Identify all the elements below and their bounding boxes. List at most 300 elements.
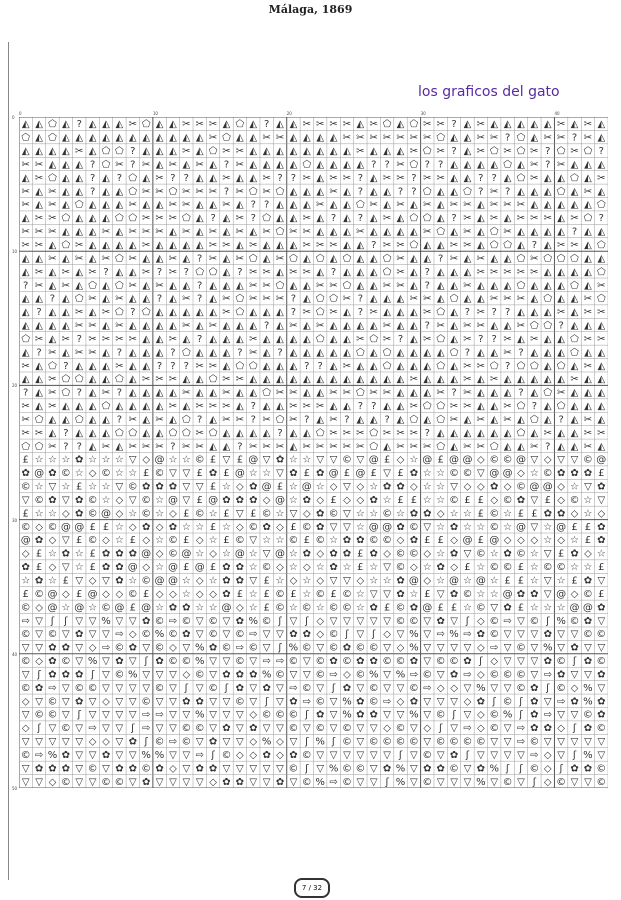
stitch-symbol-question: ?	[451, 119, 457, 131]
stitch-symbol-pentagon: ⬠	[275, 280, 285, 292]
stitch-symbol-pizza: ◭	[436, 186, 445, 198]
stitch-symbol-flower: ✿	[583, 656, 593, 668]
stitch-symbol-pizza: ◭	[102, 427, 110, 439]
stitch-symbol-pizza: ◭	[584, 199, 592, 211]
stitch-symbol-scissors: ✂	[342, 360, 352, 372]
stitch-symbol-scissors: ✂	[235, 159, 245, 171]
stitch-symbol-triangle-down: ▽	[463, 682, 472, 694]
stitch-symbol-pentagon: ⬠	[530, 360, 539, 372]
stitch-symbol-triangle-down: ▽	[195, 615, 204, 627]
stitch-symbol-star: ☆	[355, 602, 365, 614]
stitch-symbol-scissors: ✂	[289, 226, 298, 238]
stitch-symbol-pentagon: ⬠	[489, 239, 499, 251]
stitch-symbol-triangle-down: ▽	[503, 629, 512, 641]
stitch-symbol-copyright: ©	[60, 468, 71, 480]
stitch-symbol-pizza: ◭	[476, 427, 485, 439]
stitch-symbol-triangle-down: ▽	[557, 749, 565, 761]
stitch-symbol-triangle-down: ▽	[222, 763, 231, 775]
stitch-symbol-pound: £	[183, 562, 190, 574]
stitch-symbol-scissors: ✂	[101, 253, 111, 265]
stitch-symbol-pizza: ◭	[142, 146, 151, 158]
stitch-symbol-pizza: ◭	[276, 159, 284, 171]
stitch-symbol-triangle-down: ▽	[530, 521, 539, 533]
stitch-symbol-triangle-down: ▽	[329, 575, 338, 587]
stitch-symbol-pizza: ◭	[356, 159, 365, 171]
column-tick-label: 10	[152, 111, 158, 116]
stitch-symbol-star: ☆	[208, 575, 218, 587]
stitch-symbol-copyright: ©	[234, 696, 245, 708]
stitch-symbol-flower: ✿	[262, 521, 271, 533]
stitch-symbol-pentagon: ⬠	[556, 401, 566, 413]
stitch-symbol-triangle-down: ▽	[530, 656, 539, 668]
stitch-symbol-at: @	[141, 602, 152, 614]
stitch-symbol-scissors: ✂	[396, 280, 405, 292]
stitch-symbol-triangle-down: ▽	[410, 776, 418, 788]
page-title: Málaga, 1869	[268, 3, 353, 16]
stitch-symbol-pound: £	[464, 562, 471, 574]
stitch-symbol-scissors: ✂	[249, 239, 258, 251]
stitch-symbol-pizza: ◭	[329, 253, 338, 265]
stitch-symbol-copyright: ©	[502, 562, 513, 574]
stitch-symbol-scissors: ✂	[570, 213, 579, 225]
stitch-symbol-pentagon: ⬠	[168, 186, 178, 198]
stitch-symbol-pizza: ◭	[356, 414, 365, 426]
stitch-symbol-triangle-down: ▽	[88, 776, 97, 788]
stitch-symbol-pizza: ◭	[329, 347, 338, 359]
stitch-symbol-triangle-down: ▽	[584, 776, 592, 788]
stitch-symbol-pizza: ◭	[115, 132, 124, 144]
stitch-symbol-at: @	[368, 454, 379, 466]
stitch-symbol-copyright: ©	[341, 736, 352, 748]
stitch-symbol-scissors: ✂	[315, 280, 325, 292]
stitch-symbol-pizza: ◭	[396, 293, 405, 305]
stitch-symbol-pound: £	[183, 535, 190, 547]
stitch-symbol-pizza: ◭	[517, 186, 525, 198]
stitch-symbol-pizza: ◭	[436, 374, 445, 386]
stitch-symbol-diamond: ◇	[48, 776, 57, 788]
stitch-symbol-copyright: ©	[596, 629, 607, 641]
stitch-symbol-pizza: ◭	[209, 199, 217, 211]
stitch-symbol-pizza: ◭	[450, 441, 458, 453]
stitch-symbol-scissors: ✂	[356, 226, 365, 238]
stitch-symbol-scissors: ✂	[262, 172, 271, 184]
stitch-symbol-flower: ✿	[249, 669, 258, 681]
stitch-symbol-triangle-down: ▽	[597, 494, 606, 506]
stitch-symbol-triangle-down: ▽	[102, 763, 110, 775]
stitch-symbol-scissors: ✂	[235, 414, 245, 426]
stitch-symbol-pizza: ◭	[343, 320, 351, 332]
stitch-symbol-pizza: ◭	[182, 333, 191, 345]
stitch-symbol-pizza: ◭	[195, 320, 204, 332]
stitch-symbol-triangle-down: ▽	[584, 669, 592, 681]
stitch-symbol-triangle-down: ▽	[343, 521, 351, 533]
stitch-symbol-pizza: ◭	[517, 239, 525, 251]
stitch-symbol-star: ☆	[529, 548, 539, 560]
stitch-symbol-star: ☆	[288, 548, 298, 560]
stitch-symbol-pizza: ◭	[48, 333, 57, 345]
stitch-symbol-scissors: ✂	[21, 199, 30, 211]
stitch-symbol-copyright: ©	[288, 763, 299, 775]
stitch-symbol-scissors: ✂	[302, 226, 312, 238]
stitch-symbol-flower: ✿	[75, 696, 84, 708]
stitch-symbol-squiggle: ʃ	[184, 682, 189, 694]
stitch-symbol-triangle-down: ▽	[169, 682, 177, 694]
stitch-symbol-copyright: ©	[167, 548, 178, 560]
stitch-symbol-pizza: ◭	[195, 172, 204, 184]
stitch-symbol-scissors: ✂	[249, 280, 258, 292]
stitch-symbol-pound: £	[22, 454, 29, 466]
stitch-symbol-scissors: ✂	[222, 414, 231, 426]
stitch-symbol-flower: ✿	[530, 709, 539, 721]
stitch-symbol-copyright: ©	[462, 588, 473, 600]
stitch-symbol-scissors: ✂	[182, 293, 191, 305]
stitch-symbol-pizza: ◭	[369, 172, 378, 184]
stitch-symbol-squiggle: ʃ	[144, 736, 148, 748]
stitch-symbol-diamond: ◇	[423, 723, 432, 735]
stitch-symbol-at: @	[422, 454, 433, 466]
stitch-symbol-pound: £	[263, 602, 270, 614]
stitch-symbol-pentagon: ⬠	[356, 347, 365, 359]
stitch-symbol-triangle-down: ▽	[329, 723, 338, 735]
stitch-symbol-scissors: ✂	[88, 320, 97, 332]
stitch-symbol-triangle-down: ▽	[584, 736, 592, 748]
stitch-symbol-flower: ✿	[315, 468, 325, 480]
stitch-symbol-pentagon: ⬠	[128, 427, 138, 439]
stitch-symbol-pizza: ◭	[329, 159, 338, 171]
stitch-symbol-squiggle: ʃ	[305, 709, 309, 721]
stitch-symbol-triangle-down: ▽	[490, 749, 499, 761]
stitch-symbol-triangle-down: ▽	[182, 776, 191, 788]
stitch-symbol-flower: ✿	[409, 468, 419, 480]
stitch-symbol-pound: £	[598, 562, 605, 574]
stitch-symbol-at: @	[221, 602, 232, 614]
stitch-symbol-triangle-down: ▽	[597, 642, 606, 654]
stitch-symbol-triangle-down: ▽	[142, 682, 151, 694]
stitch-symbol-scissors: ✂	[329, 239, 338, 251]
stitch-symbol-pizza: ◭	[276, 119, 284, 131]
stitch-symbol-pizza: ◭	[195, 307, 204, 319]
stitch-symbol-pizza: ◭	[222, 427, 231, 439]
stitch-symbol-pound: £	[22, 588, 29, 600]
stitch-symbol-pizza: ◭	[503, 320, 512, 332]
stitch-symbol-diamond: ◇	[316, 615, 325, 627]
stitch-symbol-scissors: ✂	[396, 159, 405, 171]
stitch-symbol-pound: £	[330, 588, 337, 600]
stitch-symbol-question: ?	[76, 333, 82, 345]
stitch-symbol-question: ?	[344, 414, 350, 426]
stitch-symbol-pizza: ◭	[530, 186, 539, 198]
stitch-symbol-star: ☆	[47, 454, 57, 466]
stitch-symbol-star: ☆	[101, 494, 111, 506]
stitch-symbol-pizza: ◭	[584, 266, 592, 278]
stitch-symbol-pentagon: ⬠	[235, 307, 245, 319]
stitch-symbol-arrow-right: ⇨	[48, 682, 57, 694]
stitch-symbol-star: ☆	[74, 468, 84, 480]
stitch-symbol-pizza: ◭	[276, 360, 284, 372]
stitch-symbol-pizza: ◭	[102, 213, 110, 225]
stitch-symbol-copyright: ©	[154, 682, 165, 694]
stitch-symbol-question: ?	[23, 280, 29, 292]
stitch-symbol-arrow-right: ⇨	[463, 629, 472, 641]
stitch-symbol-arrow-right: ⇨	[289, 682, 298, 694]
stitch-symbol-diamond: ◇	[115, 588, 124, 600]
stitch-symbol-star: ☆	[315, 562, 325, 574]
stitch-symbol-flower: ✿	[369, 602, 378, 614]
stitch-symbol-copyright: ©	[141, 629, 152, 641]
stitch-symbol-diamond: ◇	[142, 535, 151, 547]
stitch-symbol-pizza: ◭	[503, 280, 512, 292]
stitch-symbol-copyright: ©	[408, 736, 419, 748]
stitch-symbol-flower: ✿	[61, 763, 71, 775]
stitch-symbol-scissors: ✂	[262, 132, 271, 144]
stitch-symbol-pizza: ◭	[410, 226, 418, 238]
stitch-symbol-pentagon: ⬠	[115, 146, 124, 158]
stitch-symbol-pizza: ◭	[236, 132, 244, 144]
stitch-symbol-pizza: ◭	[316, 266, 325, 278]
stitch-symbol-triangle-down: ▽	[88, 709, 97, 721]
stitch-symbol-scissors: ✂	[423, 441, 432, 453]
stitch-symbol-scissors: ✂	[21, 401, 30, 413]
stitch-symbol-flower: ✿	[222, 575, 231, 587]
stitch-symbol-pound: £	[450, 602, 458, 614]
stitch-symbol-scissors: ✂	[155, 280, 164, 292]
stitch-symbol-star: ☆	[208, 602, 218, 614]
stitch-symbol-pizza: ◭	[463, 293, 472, 305]
stitch-symbol-pound: £	[209, 481, 217, 493]
stitch-symbol-triangle-down: ▽	[128, 749, 137, 761]
stitch-symbol-scissors: ✂	[436, 320, 445, 332]
stitch-symbol-pound: £	[290, 588, 297, 600]
stitch-symbol-pound: £	[477, 508, 485, 520]
stitch-symbol-triangle-down: ▽	[62, 494, 70, 506]
stitch-symbol-diamond: ◇	[102, 696, 110, 708]
stitch-symbol-triangle-down: ▽	[356, 776, 365, 788]
column-tick-label: 30	[420, 111, 426, 116]
stitch-symbol-flower: ✿	[141, 615, 151, 627]
stitch-symbol-star: ☆	[556, 575, 566, 587]
stitch-symbol-percent: %	[315, 776, 325, 788]
stitch-symbol-scissors: ✂	[382, 333, 392, 345]
stitch-symbol-pound: £	[357, 562, 364, 574]
stitch-symbol-flower: ✿	[396, 521, 405, 533]
stitch-symbol-triangle-down: ▽	[75, 776, 84, 788]
stitch-symbol-scissors: ✂	[556, 132, 566, 144]
stitch-symbol-arrow-right: ⇨	[503, 615, 512, 627]
stitch-symbol-scissors: ✂	[476, 132, 486, 144]
stitch-symbol-scissors: ✂	[503, 347, 512, 359]
stitch-symbol-scissors: ✂	[222, 293, 231, 305]
stitch-symbol-diamond: ◇	[35, 521, 43, 533]
stitch-symbol-pizza: ◭	[316, 213, 325, 225]
stitch-symbol-diamond: ◇	[169, 642, 177, 654]
stitch-symbol-triangle-down: ▽	[195, 682, 204, 694]
stitch-symbol-scissors: ✂	[48, 253, 57, 265]
stitch-symbol-pizza: ◭	[169, 414, 177, 426]
stitch-symbol-question: ?	[451, 146, 457, 158]
stitch-symbol-diamond: ◇	[128, 629, 137, 641]
stitch-symbol-pizza: ◭	[88, 414, 97, 426]
stitch-symbol-diamond: ◇	[570, 588, 579, 600]
stitch-symbol-star: ☆	[583, 562, 593, 574]
stitch-symbol-star: ☆	[88, 454, 98, 466]
stitch-symbol-triangle-down: ▽	[128, 776, 137, 788]
stitch-symbol-pizza: ◭	[262, 307, 271, 319]
stitch-symbol-question: ?	[156, 266, 163, 278]
stitch-symbol-scissors: ✂	[396, 199, 405, 211]
stitch-symbol-pizza: ◭	[369, 186, 378, 198]
stitch-symbol-question: ?	[197, 333, 203, 345]
stitch-symbol-squiggle: ʃ	[305, 615, 309, 627]
stitch-symbol-triangle-down: ▽	[302, 656, 311, 668]
stitch-symbol-triangle-down: ▽	[450, 642, 458, 654]
stitch-symbol-flower: ✿	[235, 776, 245, 788]
stitch-symbol-scissors: ✂	[530, 266, 539, 278]
stitch-symbol-scissors: ✂	[423, 226, 432, 238]
stitch-symbol-scissors: ✂	[141, 213, 151, 225]
stitch-symbol-flower: ✿	[409, 602, 419, 614]
stitch-symbol-copyright: ©	[194, 723, 205, 735]
stitch-symbol-scissors: ✂	[34, 280, 44, 292]
stitch-symbol-scissors: ✂	[208, 119, 218, 131]
stitch-symbol-copyright: ©	[141, 763, 152, 775]
stitch-symbol-pizza: ◭	[383, 374, 391, 386]
stitch-symbol-pizza: ◭	[356, 374, 365, 386]
stitch-symbol-copyright: ©	[449, 494, 460, 506]
stitch-symbol-triangle-down: ▽	[517, 615, 525, 627]
stitch-symbol-scissors: ✂	[222, 172, 231, 184]
stitch-symbol-triangle-down: ▽	[75, 749, 84, 761]
stitch-symbol-question: ?	[317, 360, 323, 372]
stitch-symbol-triangle-down: ▽	[436, 588, 445, 600]
stitch-symbol-pizza: ◭	[249, 119, 258, 131]
stitch-symbol-pizza: ◭	[396, 307, 405, 319]
stitch-symbol-question: ?	[76, 441, 82, 453]
stitch-symbol-diamond: ◇	[88, 468, 97, 480]
stitch-symbol-pizza: ◭	[289, 239, 298, 251]
stitch-symbol-triangle-down: ▽	[21, 763, 30, 775]
stitch-symbol-star: ☆	[61, 454, 71, 466]
stitch-symbol-diamond: ◇	[48, 562, 57, 574]
stitch-symbol-triangle-down: ▽	[222, 709, 231, 721]
stitch-symbol-scissors: ✂	[329, 186, 338, 198]
stitch-symbol-pizza: ◭	[128, 239, 137, 251]
stitch-symbol-pizza: ◭	[476, 213, 485, 225]
stitch-symbol-pizza: ◭	[316, 374, 325, 386]
stitch-symbol-pizza: ◭	[75, 226, 84, 238]
stitch-symbol-question: ?	[491, 307, 497, 319]
stitch-symbol-question: ?	[545, 146, 551, 158]
stitch-symbol-diamond: ◇	[302, 508, 311, 520]
stitch-symbol-at: @	[582, 602, 593, 614]
stitch-symbol-scissors: ✂	[249, 293, 258, 305]
stitch-symbol-scissors: ✂	[530, 253, 539, 265]
stitch-symbol-pentagon: ⬠	[516, 427, 526, 439]
stitch-symbol-pizza: ◭	[570, 320, 579, 332]
stitch-symbol-triangle-down: ▽	[543, 575, 552, 587]
stitch-symbol-triangle-down: ▽	[262, 548, 271, 560]
stitch-symbol-flower: ✿	[329, 548, 338, 560]
stitch-symbol-star: ☆	[369, 481, 379, 493]
stitch-symbol-diamond: ◇	[236, 602, 244, 614]
stitch-symbol-flower: ✿	[409, 696, 419, 708]
stitch-symbol-star: ☆	[248, 468, 258, 480]
stitch-symbol-pizza: ◭	[597, 414, 606, 426]
stitch-symbol-diamond: ◇	[557, 481, 565, 493]
stitch-symbol-star: ☆	[409, 588, 419, 600]
stitch-symbol-star: ☆	[275, 535, 285, 547]
stitch-symbol-scissors: ✂	[556, 307, 566, 319]
stitch-symbol-pizza: ◭	[236, 199, 244, 211]
stitch-symbol-pizza: ◭	[88, 253, 97, 265]
stitch-symbol-copyright: ©	[194, 508, 205, 520]
stitch-symbol-scissors: ✂	[329, 387, 338, 399]
stitch-symbol-scissors: ✂	[503, 401, 512, 413]
stitch-symbol-pentagon: ⬠	[342, 253, 352, 265]
stitch-symbol-scissors: ✂	[382, 387, 392, 399]
stitch-symbol-diamond: ◇	[463, 481, 472, 493]
stitch-symbol-triangle-down: ▽	[262, 723, 271, 735]
stitch-symbol-pizza: ◭	[410, 347, 418, 359]
stitch-symbol-pentagon: ⬠	[329, 293, 338, 305]
stitch-symbol-copyright: ©	[34, 588, 45, 600]
stitch-symbol-triangle-down: ▽	[570, 629, 579, 641]
stitch-symbol-copyright: ©	[489, 615, 500, 627]
stitch-symbol-pizza: ◭	[476, 347, 485, 359]
stitch-symbol-question: ?	[183, 172, 189, 184]
stitch-symbol-pentagon: ⬠	[409, 414, 419, 426]
stitch-symbol-triangle-down: ▽	[276, 682, 284, 694]
stitch-symbol-pizza: ◭	[75, 172, 84, 184]
stitch-symbol-diamond: ◇	[102, 535, 110, 547]
stitch-symbol-percent: %	[395, 763, 406, 775]
stitch-symbol-scissors: ✂	[235, 374, 245, 386]
stitch-symbol-diamond: ◇	[450, 535, 458, 547]
stitch-symbol-pentagon: ⬠	[21, 333, 31, 345]
stitch-symbol-pentagon: ⬠	[409, 159, 419, 171]
stitch-symbol-copyright: ©	[449, 656, 460, 668]
stitch-symbol-copyright: ©	[167, 629, 178, 641]
stitch-symbol-pizza: ◭	[503, 441, 512, 453]
stitch-symbol-percent: %	[154, 629, 165, 641]
stitch-symbol-pizza: ◭	[249, 320, 258, 332]
stitch-symbol-triangle-down: ▽	[557, 736, 565, 748]
stitch-symbol-pizza: ◭	[396, 226, 405, 238]
stitch-symbol-pizza: ◭	[262, 374, 271, 386]
stitch-symbol-copyright: ©	[301, 602, 312, 614]
stitch-symbol-copyright: ©	[489, 562, 500, 574]
stitch-symbol-triangle-down: ▽	[128, 656, 137, 668]
stitch-symbol-flower: ✿	[315, 508, 325, 520]
stitch-symbol-pizza: ◭	[570, 307, 579, 319]
stitch-symbol-copyright: ©	[328, 602, 339, 614]
stitch-symbol-pizza: ◭	[155, 119, 164, 131]
stitch-symbol-triangle-down: ▽	[142, 669, 151, 681]
stitch-symbol-triangle-down: ▽	[75, 763, 84, 775]
stitch-symbol-pizza: ◭	[262, 253, 271, 265]
stitch-symbol-triangle-down: ▽	[75, 723, 84, 735]
stitch-symbol-pentagon: ⬠	[596, 199, 606, 211]
stitch-symbol-question: ?	[63, 427, 69, 439]
stitch-symbol-pizza: ◭	[423, 414, 432, 426]
stitch-symbol-at: @	[462, 535, 473, 547]
stitch-symbol-at: @	[234, 548, 245, 560]
stitch-symbol-pizza: ◭	[182, 307, 191, 319]
stitch-symbol-pentagon: ⬠	[115, 374, 124, 386]
stitch-symbol-pizza: ◭	[570, 360, 579, 372]
stitch-symbol-triangle-down: ▽	[249, 696, 258, 708]
stitch-symbol-pentagon: ⬠	[543, 253, 553, 265]
stitch-symbol-scissors: ✂	[503, 414, 512, 426]
